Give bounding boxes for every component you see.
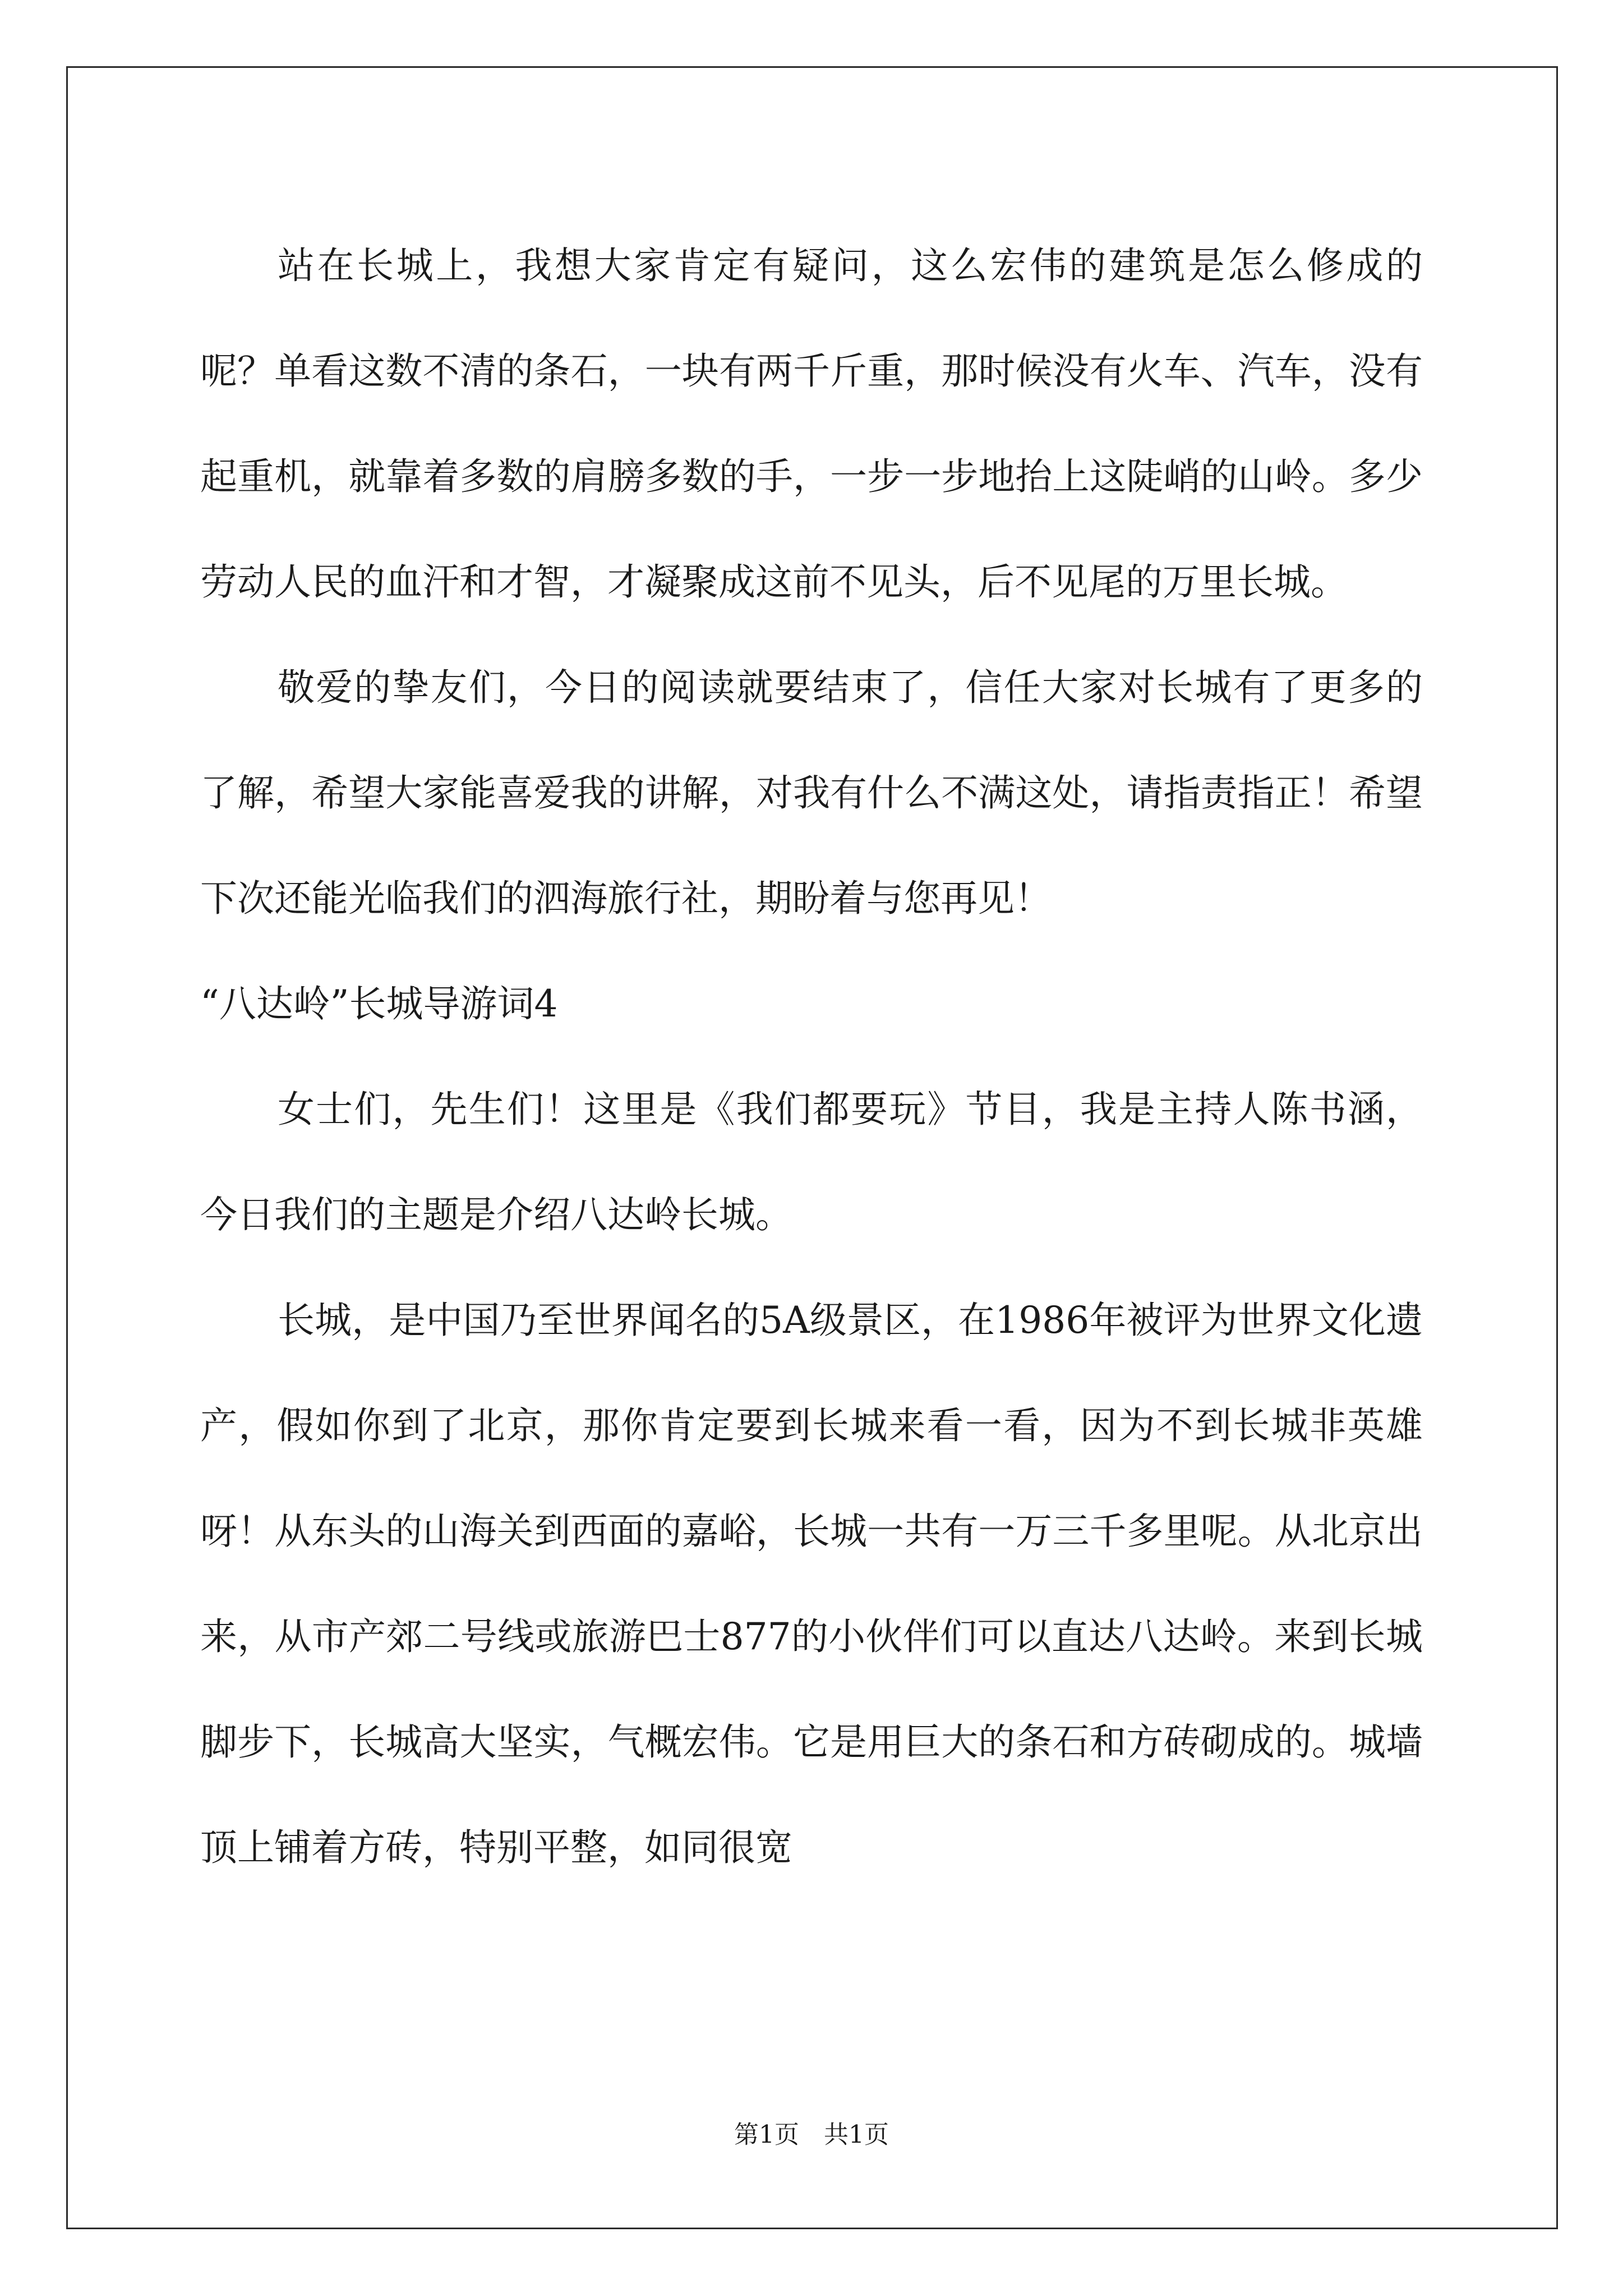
document-body xyxy=(200,213,1423,1901)
paragraph: 站在长城上，我想大家肯定有疑问，这么宏伟的建筑是怎么修成的呢？单看这数不清的条石，一块有两千斤重，那时候没有火车、汽车，没有起重机，就靠着多数的肩膀多数的手，一步一步地抬上这陡峭的山岭。多少劳动人民的血汗和才智，才凝聚成这前不见头，后不见尾的万里长城。 xyxy=(200,244,1423,604)
paragraph: 长城，是中国乃至世界闻名的5A级景区，在1986年被评为世界文化遗产，假如你到了北京，那你肯定要到长城来看一看，因为不到长城非英雄呀！从东头的山海关到西面的嘉峪，长城一共有一万三千多里呢。从北京出来，从市产郊二号线或旅游巴士877的小伙伴们可以直达八达岭。来到长城脚步下，长城高大坚实，气概宏伟。它是用巨大的条石和方砖砌成的。城墙顶上铺着方砖，特别平整，如同很宽 xyxy=(200,1299,1423,1869)
page-footer: 第1页 共1页 xyxy=(734,2120,889,2149)
paragraph: 女士们，先生们！这里是《我们都要玩》节目，我是主持人陈书涵，今日我们的主题是介绍八达岭长城。 xyxy=(200,1088,1423,1236)
paragraph: 敬爱的挚友们，今日的阅读就要结束了，信任大家对长城有了更多的了解，希望大家能喜爱我的讲解，对我有什么不满这处，请指责指正！希望下次还能光临我们的泗海旅行社，期盼着与您再见！ xyxy=(200,666,1423,920)
section-title: “八达岭”长城导游词4 xyxy=(200,982,558,1025)
